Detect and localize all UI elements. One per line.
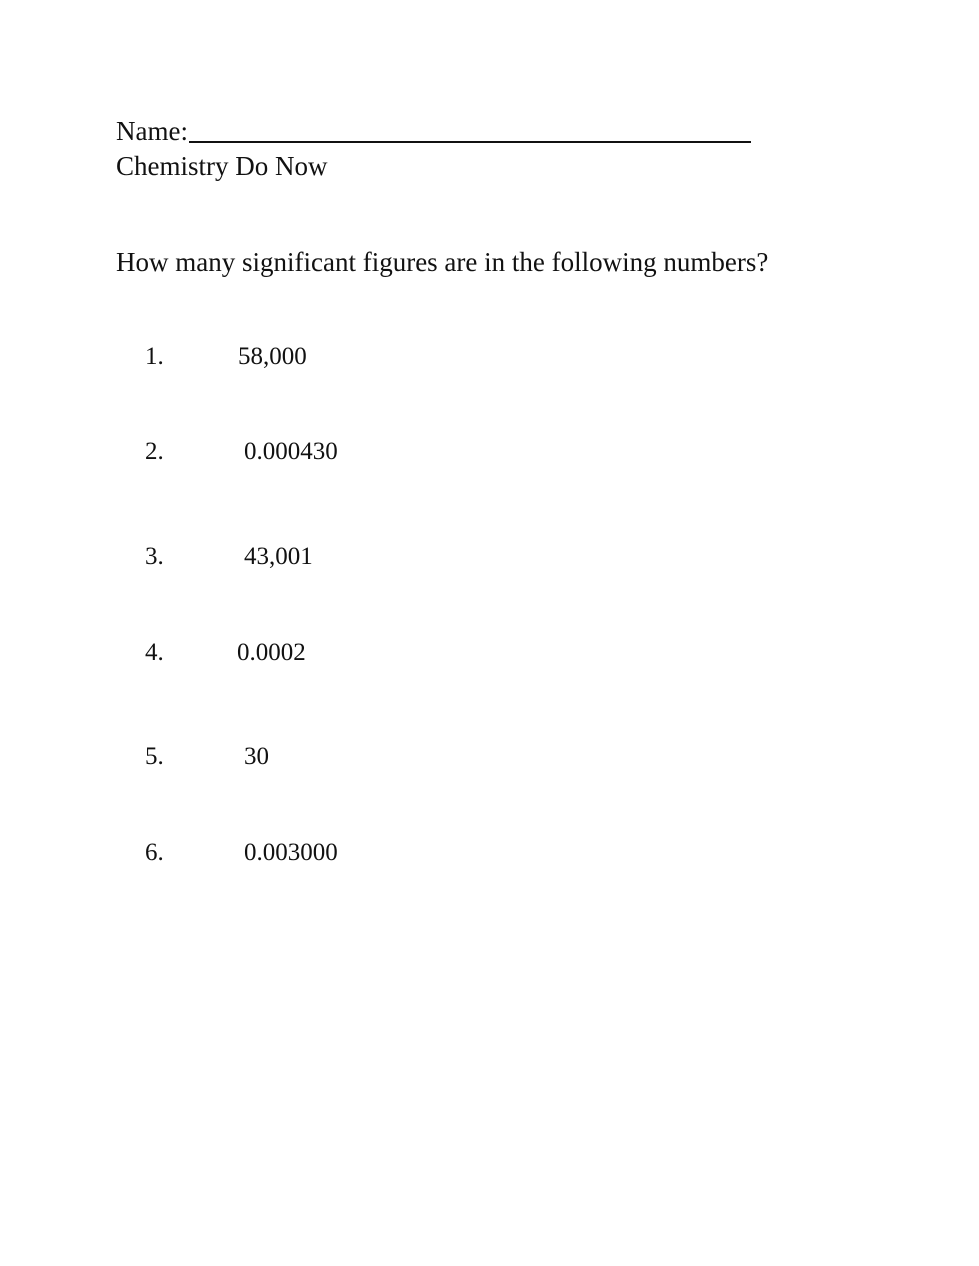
- item-number: 3.: [145, 543, 164, 570]
- item-number: 5.: [145, 743, 164, 770]
- question-prompt: How many significant figures are in the following numbers?: [116, 247, 769, 277]
- item-number: 1.: [145, 343, 164, 370]
- item-value: 58,000: [238, 343, 307, 370]
- name-line: [116, 113, 751, 149]
- item-value: 0.000430: [244, 438, 338, 465]
- name-label: Name:: [116, 116, 188, 146]
- item-number: 2.: [145, 438, 164, 465]
- worksheet-subtitle: Chemistry Do Now: [116, 151, 328, 181]
- name-blank-field[interactable]: [189, 141, 751, 143]
- item-number: 6.: [145, 839, 164, 866]
- item-value: 43,001: [244, 543, 313, 570]
- item-value: 0.0002: [237, 639, 306, 666]
- item-value: 0.003000: [244, 839, 338, 866]
- item-number: 4.: [145, 639, 164, 666]
- item-value: 30: [244, 743, 269, 770]
